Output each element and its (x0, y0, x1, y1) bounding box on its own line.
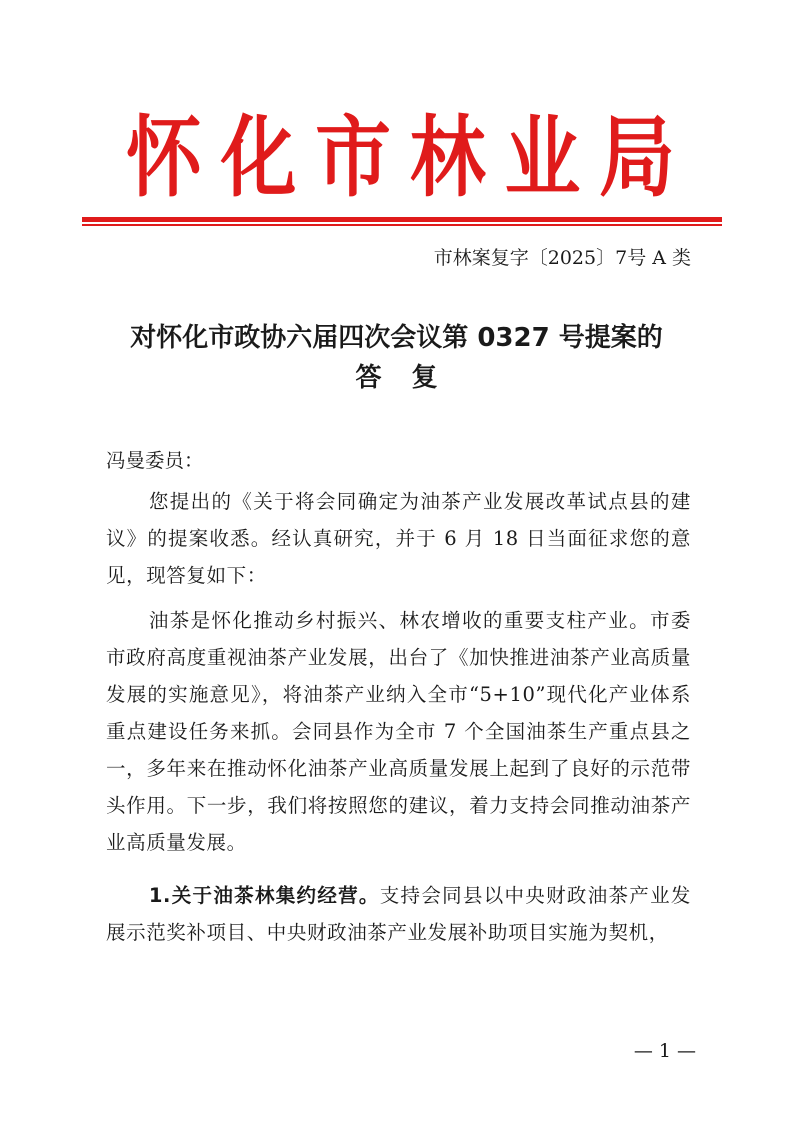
document-number: 市林案复字〔2025〕7号 A 类 (433, 247, 691, 269)
masthead-title: 怀化市林业局 (126, 106, 694, 209)
document-title-line1: 对怀化市政协六届四次会议第 0327 号提案的 (130, 323, 663, 353)
document-title-line2: 答复 (355, 363, 468, 393)
paragraph-1: 您提出的《关于将会同确定为油茶产业发展改革试点县的建议》的提案收悉。经认真研究，并于 6 月 18 日当面征求您的意见，现答复如下： (106, 490, 691, 587)
page-number: — 1 — (633, 1040, 696, 1062)
salutation: 冯曼委员： (106, 449, 204, 472)
item1-heading: 1.关于油茶林集约经营。 (148, 884, 380, 907)
paragraph-2: 油茶是怀化推动乡村振兴、林农增收的重要支柱产业。市委市政府高度重视油茶产业发展，出台了《加快推进油茶产业高质量发展的实施意见》，将油茶产业纳入全市“5+10”现代化产业体系重点建设任务来抓。会同县作为全市 7 个全国油茶生产重点县之一，多年来在推动怀化油茶产业高质量发展上起到了良好的示范带头作用。下一步，我们将按照您的建议，着力支持会同推动油茶产业高质量发展。 (106, 609, 691, 854)
item1-text: 支持会同县以中央财政油茶产业发展示范奖补项目、中央财政油茶产业发展补助项目实施为契机， (106, 884, 691, 944)
masthead-rule-thin (82, 224, 722, 226)
paragraph-3 (106, 877, 691, 951)
masthead-rule-thick (82, 217, 722, 222)
